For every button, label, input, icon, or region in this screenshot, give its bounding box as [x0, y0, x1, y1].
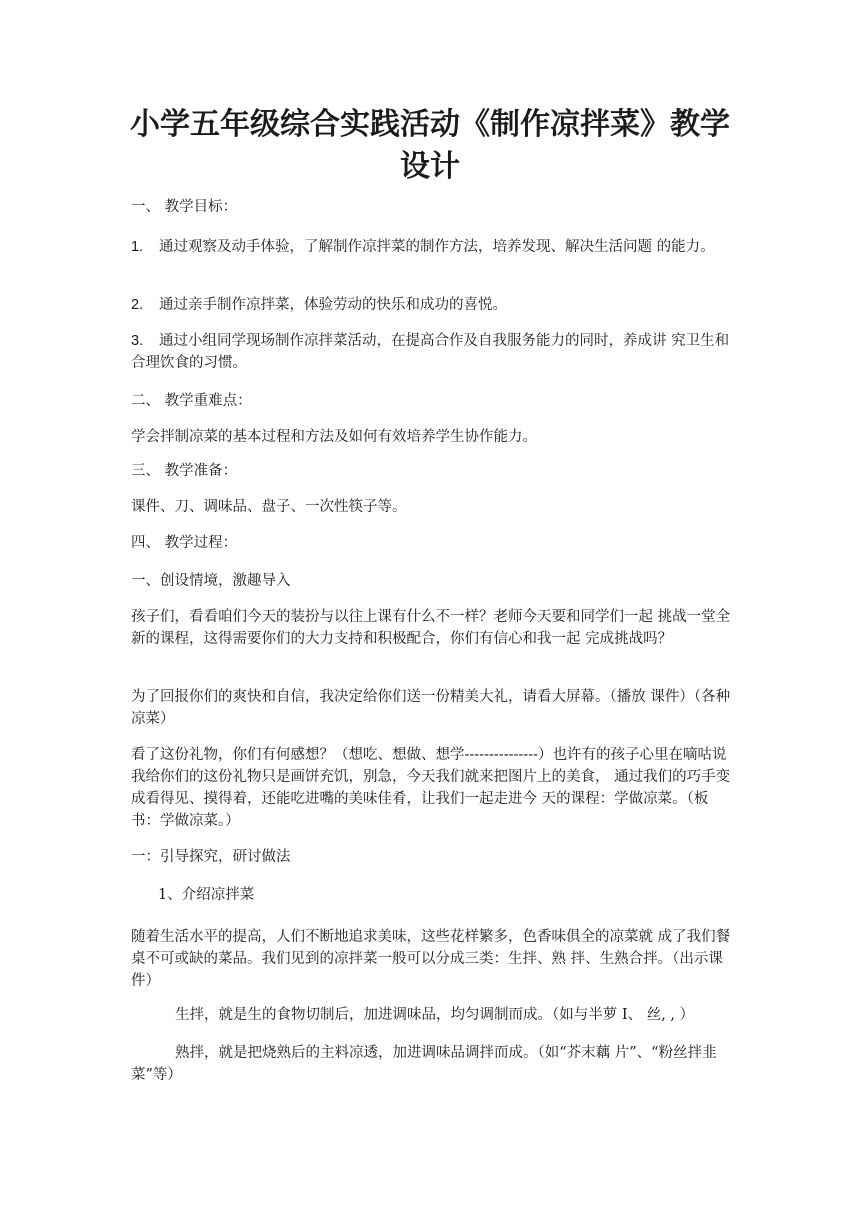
paragraph-cooked-mix: 熟拌，就是把烧熟后的主料凉透，加进调味品调拌而成。（如“芥末藕 片”、“粉丝拌韭菜”等） [131, 1045, 717, 1083]
section-heading-preparation: 三、 教学准备： [131, 463, 238, 479]
section-heading-process: 四、 教学过程： [131, 535, 238, 551]
preparation-text: 课件、刀、调味品、盘子、一次性筷子等。 [131, 499, 407, 515]
document-title: 小学五年级综合实践活动《制作凉拌菜》教学设计 [130, 107, 730, 184]
paragraph-intro-3: 看了这份礼物，你们有何感想？（想吃、想做、想学---------------）也许有的孩子心里在嘀咕说我给你们的这份礼物只是画饼充饥，别急，今天我们就来把图片上的美食， 通过我们的巧手变成看得见、摸得着，还能吃进嘴的美味佳肴，让我们一起走进今 天的课程：学做凉菜。（板书：学做凉菜。） [131, 747, 731, 829]
paragraph-intro-1: 孩子们，看看咱们今天的装扮与以往上课有什么不一样？老师今天要和同学们一起 挑战一堂全新的课程，这得需要你们的大力支持和积极配合，你们有信心和我一起 完成挑战吗？ [131, 609, 731, 647]
goal-item-2 [131, 294, 731, 316]
goal-number: 1. [131, 239, 144, 255]
section-heading-goals: 一、 教学目标： [131, 199, 238, 215]
goal-text: 通过观察及动手体验，了解制作凉拌菜的制作方法，培养发现、解决生活问题 的能力。 [159, 239, 715, 255]
process-explore-heading: 一：引导探究，研讨做法 [131, 849, 291, 865]
goal-number: 2. [131, 297, 144, 313]
paragraph-cold-dish-types: 随着生活水平的提高，人们不断地追求美味，这些花样繁多，色香味俱全的凉菜就 成了我们餐桌不可或缺的菜品。我们见到的凉拌菜一般可以分成三类：生拌、熟 拌、生熟合拌。（出示课件） [131, 929, 731, 989]
subheading-introduce-cold-dishes: 1、介绍凉拌菜 [158, 887, 255, 903]
paragraph-raw-mix: 生拌，就是生的食物切制后，加进调味品，均匀调制而成。（如与半萝 I、 丝, , ） [175, 1007, 695, 1023]
process-intro-heading: 一、创设情境，激趣导入 [131, 573, 291, 589]
key-points-text: 学会拌制凉菜的基本过程和方法及如何有效培养学生协作能力。 [131, 429, 537, 445]
goal-item-1 [131, 236, 731, 258]
section-heading-key-points: 二、 教学重难点： [131, 393, 252, 409]
goal-number: 3. [131, 333, 144, 349]
goal-text: 通过小组同学现场制作凉拌菜活动，在提高合作及自我服务能力的同时，养成讲 究卫生和合理饮食的习惯。 [131, 333, 730, 371]
goal-item-3 [131, 330, 731, 374]
paragraph-intro-2: 为了回报你们的爽快和自信，我决定给你们送一份精美大礼，请看大屏幕。（播放 课件）（各种凉菜） [131, 689, 731, 727]
goal-text: 通过亲手制作凉拌菜，体验劳动的快乐和成功的喜悦。 [159, 297, 507, 313]
